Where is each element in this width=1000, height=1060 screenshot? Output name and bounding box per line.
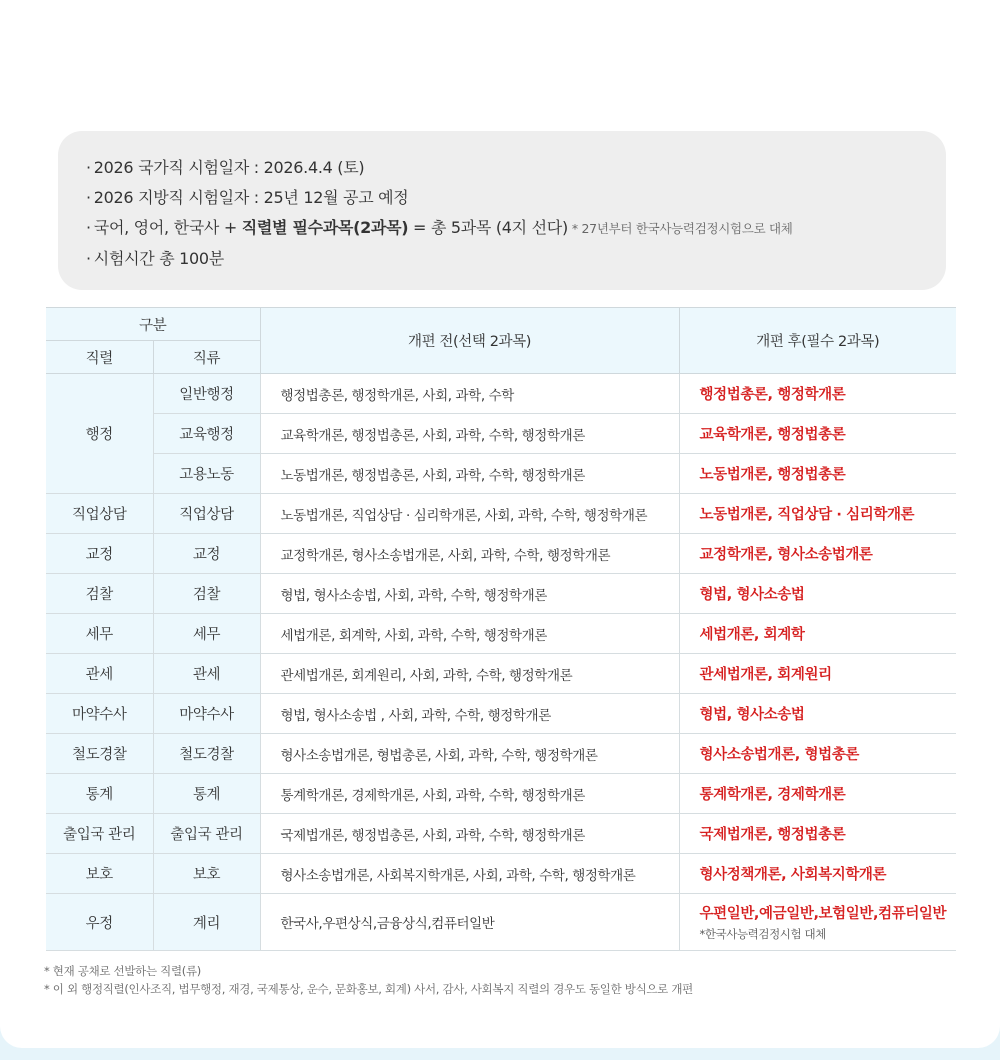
kind-cell: 검찰	[153, 574, 260, 614]
footnotes	[44, 962, 693, 998]
footnote-1: * 현재 공채로 선발하는 직렬(류)	[44, 964, 201, 978]
series-cell: 통계	[46, 774, 153, 814]
table-row	[46, 854, 956, 894]
after-subjects: 우편일반,예금일반,보험일반,컴퓨터일반 *한국사능력검정시험 대체	[679, 894, 956, 951]
header-kind: 직류	[153, 341, 260, 374]
series-cell: 교정	[46, 534, 153, 574]
before-subjects: 형사소송법개론, 형법총론, 사회, 과학, 수학, 행정학개론	[260, 734, 679, 774]
exam-info-box	[58, 131, 946, 290]
kind-cell: 철도경찰	[153, 734, 260, 774]
after-subjects: 국제법개론, 행정법총론	[679, 814, 956, 854]
table-row	[46, 494, 956, 534]
after-subjects-note: *한국사능력검정시험 대체	[699, 927, 826, 941]
before-subjects: 행정법총론, 행정학개론, 사회, 과학, 수학	[260, 374, 679, 414]
series-cell: 마약수사	[46, 694, 153, 734]
kind-cell: 일반행정	[153, 374, 260, 414]
after-subjects: 형사정책개론, 사회복지학개론	[679, 854, 956, 894]
kind-cell: 교정	[153, 534, 260, 574]
table-row	[46, 614, 956, 654]
before-subjects: 형법, 형사소송법, 사회, 과학, 수학, 행정학개론	[260, 574, 679, 614]
series-cell: 세무	[46, 614, 153, 654]
series-cell: 관세	[46, 654, 153, 694]
after-subjects: 형법, 형사소송법	[679, 574, 956, 614]
after-subjects: 세법개론, 회계학	[679, 614, 956, 654]
footnote-2: * 이 외 행정직렬(인사조직, 법무행정, 재경, 국제통상, 운수, 문화홍보, 회계) 사서, 감사, 사회복지 직렬의 경우도 동일한 방식으로 개편	[44, 982, 693, 996]
table-row	[46, 894, 956, 951]
after-subjects: 행정법총론, 행정학개론	[679, 374, 956, 414]
series-cell: 직업상담	[46, 494, 153, 534]
before-subjects: 형사소송법개론, 사회복지학개론, 사회, 과학, 수학, 행정학개론	[260, 854, 679, 894]
after-subjects: 노동법개론, 직업상담 · 심리학개론	[679, 494, 956, 534]
series-cell: 철도경찰	[46, 734, 153, 774]
after-subjects: 노동법개론, 행정법총론	[679, 454, 956, 494]
series-cell: 출입국 관리	[46, 814, 153, 854]
info-local-date: · 2026 지방직 시험일자 : 25년 12월 공고 예정	[86, 188, 409, 207]
table-row	[46, 574, 956, 614]
info-subjects: · 국어, 영어, 한국사 + 직렬별 필수과목(2과목) = 총 5과목 (4지 선다) * 27년부터 한국사능력검정시험으로 대체	[86, 218, 793, 237]
before-subjects: 세법개론, 회계학, 사회, 과학, 수학, 행정학개론	[260, 614, 679, 654]
header-series: 직렬	[46, 341, 153, 374]
series-cell: 우정	[46, 894, 153, 951]
series-cell: 검찰	[46, 574, 153, 614]
after-subjects: 형법, 형사소송법	[679, 694, 956, 734]
kind-cell: 직업상담	[153, 494, 260, 534]
kind-cell: 통계	[153, 774, 260, 814]
before-subjects: 국제법개론, 행정법총론, 사회, 과학, 수학, 행정학개론	[260, 814, 679, 854]
kind-cell: 보호	[153, 854, 260, 894]
series-cell: 행정	[46, 374, 153, 494]
after-subjects: 교육학개론, 행정법총론	[679, 414, 956, 454]
series-cell: 보호	[46, 854, 153, 894]
header-group: 구분	[46, 308, 260, 341]
table-row	[46, 734, 956, 774]
table-row	[46, 774, 956, 814]
table-row	[46, 814, 956, 854]
info-exam-time: · 시험시간 총 100분	[86, 249, 224, 268]
before-subjects: 한국사,우편상식,금융상식,컴퓨터일반	[260, 894, 679, 951]
kind-cell: 고용노동	[153, 454, 260, 494]
before-subjects: 형법, 형사소송법 , 사회, 과학, 수학, 행정학개론	[260, 694, 679, 734]
after-subjects: 통계학개론, 경제학개론	[679, 774, 956, 814]
kind-cell: 마약수사	[153, 694, 260, 734]
kind-cell: 관세	[153, 654, 260, 694]
subject-reform-table	[46, 307, 956, 951]
table-row	[46, 694, 956, 734]
after-subjects: 형사소송법개론, 형법총론	[679, 734, 956, 774]
before-subjects: 교정학개론, 형사소송법개론, 사회, 과학, 수학, 행정학개론	[260, 534, 679, 574]
after-subjects: 교정학개론, 형사소송법개론	[679, 534, 956, 574]
info-national-date: · 2026 국가직 시험일자 : 2026.4.4 (토)	[86, 158, 365, 177]
table-row	[46, 414, 956, 454]
after-subjects: 관세법개론, 회계원리	[679, 654, 956, 694]
info-subjects-note: * 27년부터 한국사능력검정시험으로 대체	[571, 221, 793, 236]
table-row	[46, 374, 956, 414]
before-subjects: 통계학개론, 경제학개론, 사회, 과학, 수학, 행정학개론	[260, 774, 679, 814]
before-subjects: 교육학개론, 행정법총론, 사회, 과학, 수학, 행정학개론	[260, 414, 679, 454]
kind-cell: 세무	[153, 614, 260, 654]
kind-cell: 교육행정	[153, 414, 260, 454]
kind-cell: 계리	[153, 894, 260, 951]
table-row	[46, 654, 956, 694]
header-after: 개편 후(필수 2과목)	[679, 308, 956, 374]
kind-cell: 출입국 관리	[153, 814, 260, 854]
before-subjects: 노동법개론, 행정법총론, 사회, 과학, 수학, 행정학개론	[260, 454, 679, 494]
header-before: 개편 전(선택 2과목)	[260, 308, 679, 374]
table-row	[46, 534, 956, 574]
table-row	[46, 454, 956, 494]
before-subjects: 노동법개론, 직업상담 · 심리학개론, 사회, 과학, 수학, 행정학개론	[260, 494, 679, 534]
before-subjects: 관세법개론, 회계원리, 사회, 과학, 수학, 행정학개론	[260, 654, 679, 694]
